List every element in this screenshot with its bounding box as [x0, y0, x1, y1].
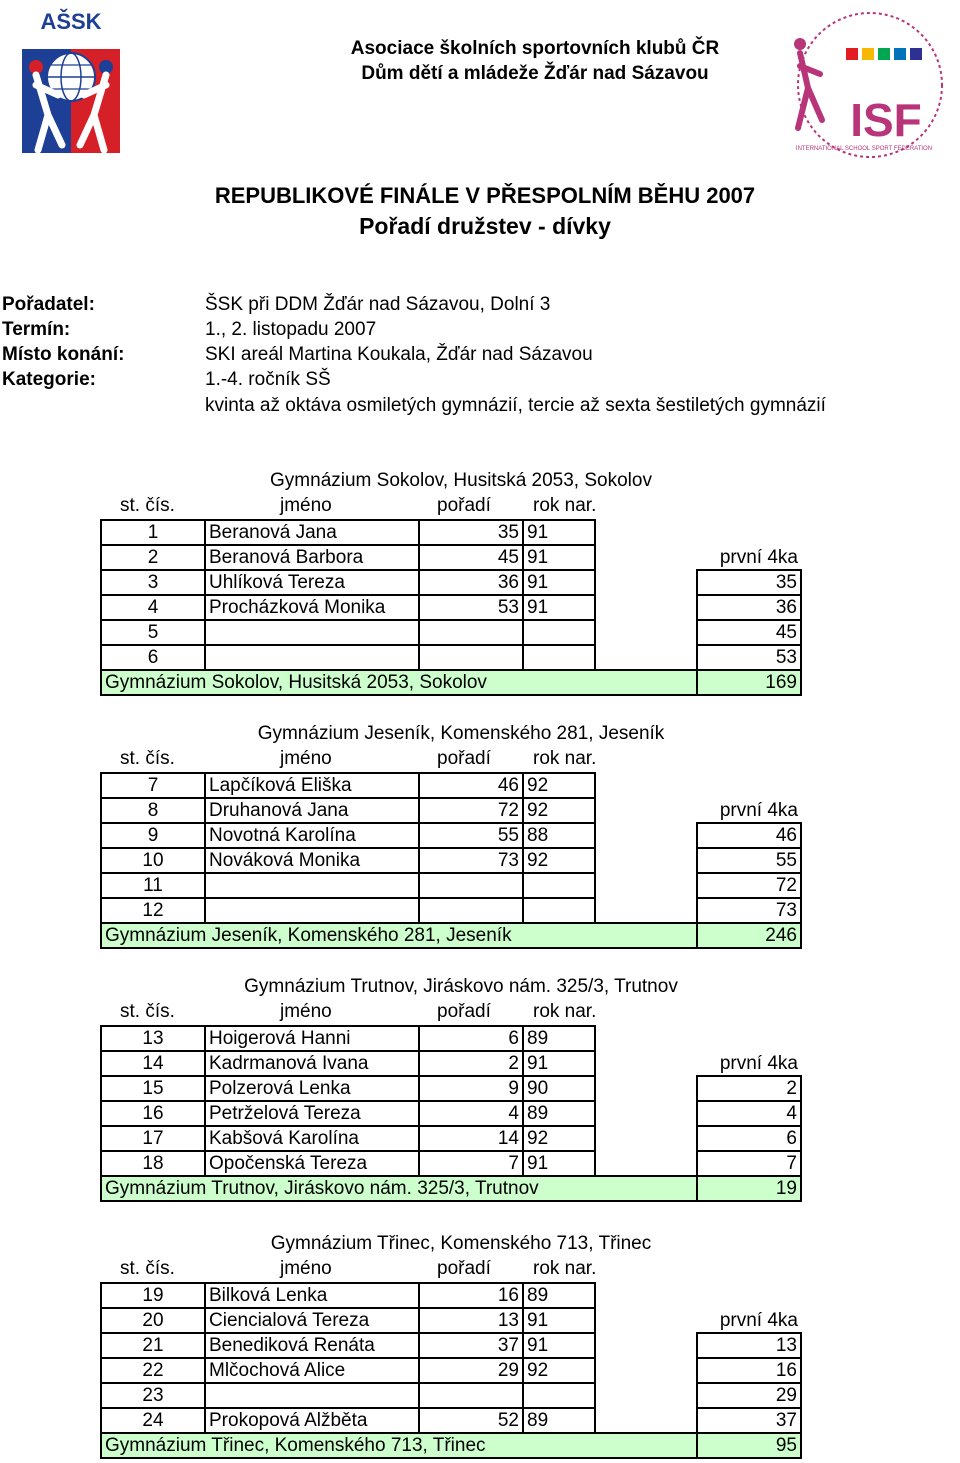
team-results-table [100, 519, 802, 696]
isf-logo-caption: INTERNATIONAL SCHOOL SPORT FEDERATION [795, 146, 933, 152]
runner-place-cell: 52 [419, 1408, 523, 1433]
table-row [101, 898, 801, 923]
team-title: Gymnázium Trutnov, Jiráskovo nám. 325/3, Trutnov [244, 976, 678, 997]
table-row [101, 823, 801, 848]
sorted-place-cell: 4 [697, 1101, 801, 1126]
organization-name: Asociace školních sportovních klubů ČR [350, 38, 720, 59]
spacer-cell [595, 620, 697, 645]
runner-name-cell: Beranová Jana [205, 520, 419, 545]
column-header-name: jméno [280, 748, 332, 769]
column-header-place: pořadí [437, 1001, 491, 1022]
runner-place-cell: 73 [419, 848, 523, 873]
runner-name-cell: Mlčochová Alice [205, 1358, 419, 1383]
runner-year-cell [523, 873, 595, 898]
sorted-place-cell: 37 [697, 1408, 801, 1433]
team-total-sum: 19 [697, 1176, 801, 1201]
spacer-cell [595, 848, 697, 873]
runner-place-cell: 45 [419, 545, 523, 570]
sorted-place-cell: 2 [697, 1076, 801, 1101]
runner-name-cell: Novotná Karolína [205, 823, 419, 848]
category-description: kvinta až oktáva osmiletých gymnázií, tercie až sexta šestiletých gymnázií [205, 395, 826, 416]
team-total-row [101, 923, 801, 948]
column-header-number: st. čís. [120, 495, 175, 516]
runner-number-cell: 19 [101, 1283, 205, 1308]
runner-year-cell: 92 [523, 798, 595, 823]
runner-name-cell: Hoigerová Hanni [205, 1026, 419, 1051]
column-header-name: jméno [280, 495, 332, 516]
table-row [101, 1126, 801, 1151]
spacer-cell [595, 898, 697, 923]
runner-name-cell [205, 898, 419, 923]
column-header-year: rok nar. [533, 495, 597, 516]
runner-year-cell: 88 [523, 823, 595, 848]
table-row [101, 1333, 801, 1358]
team-title: Gymnázium Jeseník, Komenského 281, Jeseník [257, 723, 665, 744]
runner-number-cell: 1 [101, 520, 205, 545]
date-value: 1., 2. listopadu 2007 [205, 319, 377, 340]
column-header-number: st. čís. [120, 748, 175, 769]
sorted-place-cell [697, 1283, 801, 1308]
runner-year-cell [523, 1383, 595, 1408]
runner-number-cell: 11 [101, 873, 205, 898]
sorted-place-cell: 16 [697, 1358, 801, 1383]
column-header-name: jméno [280, 1258, 332, 1279]
team-results-table [100, 772, 802, 949]
column-header-year: rok nar. [533, 1258, 597, 1279]
first-four-label: první 4ka [697, 545, 801, 570]
runner-name-cell: Prokopová Alžběta [205, 1408, 419, 1433]
asssk-logo-text: AŠSK [40, 9, 102, 34]
runner-number-cell: 15 [101, 1076, 205, 1101]
runner-number-cell: 4 [101, 595, 205, 620]
category-label: Kategorie: [2, 369, 96, 390]
runner-year-cell: 91 [523, 520, 595, 545]
runner-year-cell: 91 [523, 1151, 595, 1176]
sorted-place-cell: 72 [697, 873, 801, 898]
runner-place-cell: 4 [419, 1101, 523, 1126]
runner-name-cell: Ciencialová Tereza [205, 1308, 419, 1333]
spacer-cell [595, 570, 697, 595]
date-label: Termín: [2, 319, 71, 340]
spacer-cell [595, 1051, 697, 1076]
runner-place-cell [419, 645, 523, 670]
page-subtitle: Pořadí družstev - dívky [359, 213, 611, 239]
runner-number-cell: 22 [101, 1358, 205, 1383]
runner-number-cell: 13 [101, 1026, 205, 1051]
runner-number-cell: 20 [101, 1308, 205, 1333]
sorted-place-cell: 45 [697, 620, 801, 645]
table-row [101, 873, 801, 898]
sorted-place-cell: 53 [697, 645, 801, 670]
isf-logo [786, 8, 954, 162]
team-block [0, 1233, 960, 1463]
page-title: REPUBLIKOVÉ FINÁLE V PŘESPOLNÍM BĚHU 2007 [214, 183, 756, 208]
spacer-cell [595, 645, 697, 670]
team-total-sum: 95 [697, 1433, 801, 1458]
runner-name-cell: Bilková Lenka [205, 1283, 419, 1308]
runner-number-cell: 2 [101, 545, 205, 570]
team-total-name: Gymnázium Trutnov, Jiráskovo nám. 325/3, Trutnov [101, 1176, 697, 1201]
spacer-cell [595, 1151, 697, 1176]
table-row [101, 595, 801, 620]
spacer-cell [595, 545, 697, 570]
runner-name-cell [205, 1383, 419, 1408]
runner-name-cell [205, 620, 419, 645]
spacer-cell [595, 1308, 697, 1333]
table-row [101, 620, 801, 645]
spacer-cell [595, 873, 697, 898]
runner-year-cell: 91 [523, 570, 595, 595]
team-results-table [100, 1282, 802, 1459]
runner-name-cell: Kabšová Karolína [205, 1126, 419, 1151]
sorted-place-cell [697, 1026, 801, 1051]
runner-name-cell: Lapčíková Eliška [205, 773, 419, 798]
column-header-number: st. čís. [120, 1258, 175, 1279]
sorted-place-cell [697, 520, 801, 545]
sorted-place-cell: 46 [697, 823, 801, 848]
runner-place-cell: 2 [419, 1051, 523, 1076]
runner-number-cell: 16 [101, 1101, 205, 1126]
team-results-table [100, 1025, 802, 1202]
team-total-name: Gymnázium Třinec, Komenského 713, Třinec [101, 1433, 697, 1458]
runner-place-cell: 14 [419, 1126, 523, 1151]
table-row [101, 1026, 801, 1051]
asssk-logo [18, 5, 124, 157]
team-total-sum: 246 [697, 923, 801, 948]
runner-place-cell: 9 [419, 1076, 523, 1101]
runner-number-cell: 8 [101, 798, 205, 823]
spacer-cell [595, 1408, 697, 1433]
runner-number-cell: 6 [101, 645, 205, 670]
runner-place-cell: 53 [419, 595, 523, 620]
spacer-cell [595, 1101, 697, 1126]
runner-name-cell: Uhlíková Tereza [205, 570, 419, 595]
column-header-place: pořadí [437, 748, 491, 769]
spacer-cell [595, 1026, 697, 1051]
runner-number-cell: 18 [101, 1151, 205, 1176]
runner-name-cell: Petrželová Tereza [205, 1101, 419, 1126]
spacer-cell [595, 798, 697, 823]
table-row [101, 1408, 801, 1433]
runner-place-cell: 35 [419, 520, 523, 545]
sorted-place-cell: 6 [697, 1126, 801, 1151]
team-block [0, 723, 960, 953]
team-block [0, 976, 960, 1206]
runner-place-cell: 55 [419, 823, 523, 848]
venue-value: SKI areál Martina Koukala, Žďár nad Sázavou [205, 344, 593, 365]
team-total-sum: 169 [697, 670, 801, 695]
spacer-cell [595, 1383, 697, 1408]
table-row [101, 1283, 801, 1308]
runner-number-cell: 5 [101, 620, 205, 645]
spacer-cell [595, 773, 697, 798]
sorted-place-cell: 13 [697, 1333, 801, 1358]
runner-name-cell: Beranová Barbora [205, 545, 419, 570]
table-row [101, 1383, 801, 1408]
sorted-place-cell: 35 [697, 570, 801, 595]
spacer-cell [595, 1126, 697, 1151]
runner-place-cell [419, 620, 523, 645]
column-header-year: rok nar. [533, 748, 597, 769]
table-row [101, 1051, 801, 1076]
runner-number-cell: 24 [101, 1408, 205, 1433]
runner-place-cell: 13 [419, 1308, 523, 1333]
table-row [101, 848, 801, 873]
column-header-place: pořadí [437, 495, 491, 516]
venue-label: Místo konání: [2, 344, 125, 365]
organizer-label: Pořadatel: [2, 294, 95, 315]
team-title: Gymnázium Třinec, Komenského 713, Třinec [270, 1233, 652, 1254]
first-four-label: první 4ka [697, 1308, 801, 1333]
runner-place-cell [419, 898, 523, 923]
runner-year-cell: 91 [523, 1051, 595, 1076]
team-total-row [101, 1176, 801, 1201]
runner-year-cell: 92 [523, 848, 595, 873]
table-row [101, 520, 801, 545]
table-row [101, 545, 801, 570]
sorted-place-cell: 7 [697, 1151, 801, 1176]
runner-year-cell: 91 [523, 1333, 595, 1358]
table-row [101, 798, 801, 823]
table-row [101, 570, 801, 595]
runner-name-cell [205, 873, 419, 898]
column-header-name: jméno [280, 1001, 332, 1022]
table-row [101, 1358, 801, 1383]
sorted-place-cell: 36 [697, 595, 801, 620]
runner-year-cell: 92 [523, 1358, 595, 1383]
runner-year-cell [523, 645, 595, 670]
runner-year-cell: 89 [523, 1026, 595, 1051]
runner-number-cell: 9 [101, 823, 205, 848]
organizer-value: ŠSK při DDM Žďár nad Sázavou, Dolní 3 [205, 294, 551, 315]
runner-number-cell: 17 [101, 1126, 205, 1151]
runner-name-cell: Druhanová Jana [205, 798, 419, 823]
table-row [101, 1101, 801, 1126]
isf-logo-text: ISF [850, 94, 922, 146]
runner-name-cell: Procházková Monika [205, 595, 419, 620]
runner-number-cell: 23 [101, 1383, 205, 1408]
first-four-label: první 4ka [697, 798, 801, 823]
runner-place-cell [419, 1383, 523, 1408]
runner-year-cell: 91 [523, 1308, 595, 1333]
sorted-place-cell [697, 773, 801, 798]
runner-number-cell: 12 [101, 898, 205, 923]
team-title: Gymnázium Sokolov, Husitská 2053, Sokolov [270, 470, 652, 491]
organization-subname: Dům dětí a mládeže Žďár nad Sázavou [361, 63, 709, 84]
team-block [0, 470, 960, 700]
runner-name-cell [205, 645, 419, 670]
team-total-row [101, 670, 801, 695]
table-row [101, 1308, 801, 1333]
runner-year-cell: 91 [523, 545, 595, 570]
runner-place-cell: 46 [419, 773, 523, 798]
sorted-place-cell: 73 [697, 898, 801, 923]
runner-place-cell: 16 [419, 1283, 523, 1308]
runner-name-cell: Kadrmanová Ivana [205, 1051, 419, 1076]
runner-place-cell [419, 873, 523, 898]
runner-year-cell: 90 [523, 1076, 595, 1101]
runner-name-cell: Benediková Renáta [205, 1333, 419, 1358]
runner-place-cell: 29 [419, 1358, 523, 1383]
sorted-place-cell: 29 [697, 1383, 801, 1408]
runner-year-cell: 91 [523, 595, 595, 620]
runner-number-cell: 3 [101, 570, 205, 595]
runner-year-cell: 89 [523, 1408, 595, 1433]
team-total-name: Gymnázium Jeseník, Komenského 281, Jeseník [101, 923, 697, 948]
runner-year-cell: 89 [523, 1101, 595, 1126]
spacer-cell [595, 1076, 697, 1101]
runner-year-cell: 89 [523, 1283, 595, 1308]
runner-number-cell: 10 [101, 848, 205, 873]
spacer-cell [595, 1283, 697, 1308]
spacer-cell [595, 520, 697, 545]
spacer-cell [595, 1333, 697, 1358]
column-header-year: rok nar. [533, 1001, 597, 1022]
runner-number-cell: 7 [101, 773, 205, 798]
runner-name-cell: Polzerová Lenka [205, 1076, 419, 1101]
column-header-number: st. čís. [120, 1001, 175, 1022]
table-row [101, 1151, 801, 1176]
runner-name-cell: Opočenská Tereza [205, 1151, 419, 1176]
runner-place-cell: 72 [419, 798, 523, 823]
spacer-cell [595, 823, 697, 848]
spacer-cell [595, 595, 697, 620]
runner-place-cell: 7 [419, 1151, 523, 1176]
column-header-place: pořadí [437, 1258, 491, 1279]
first-four-label: první 4ka [697, 1051, 801, 1076]
sorted-place-cell: 55 [697, 848, 801, 873]
table-row [101, 773, 801, 798]
team-total-row [101, 1433, 801, 1458]
runner-place-cell: 36 [419, 570, 523, 595]
runner-name-cell: Nováková Monika [205, 848, 419, 873]
runner-place-cell: 6 [419, 1026, 523, 1051]
spacer-cell [595, 1358, 697, 1383]
category-value: 1.-4. ročník SŠ [205, 369, 331, 390]
table-row [101, 645, 801, 670]
runner-number-cell: 14 [101, 1051, 205, 1076]
table-row [101, 1076, 801, 1101]
runner-place-cell: 37 [419, 1333, 523, 1358]
runner-year-cell: 92 [523, 773, 595, 798]
runner-year-cell [523, 898, 595, 923]
team-total-name: Gymnázium Sokolov, Husitská 2053, Sokolov [101, 670, 697, 695]
runner-year-cell: 92 [523, 1126, 595, 1151]
runner-number-cell: 21 [101, 1333, 205, 1358]
runner-year-cell [523, 620, 595, 645]
